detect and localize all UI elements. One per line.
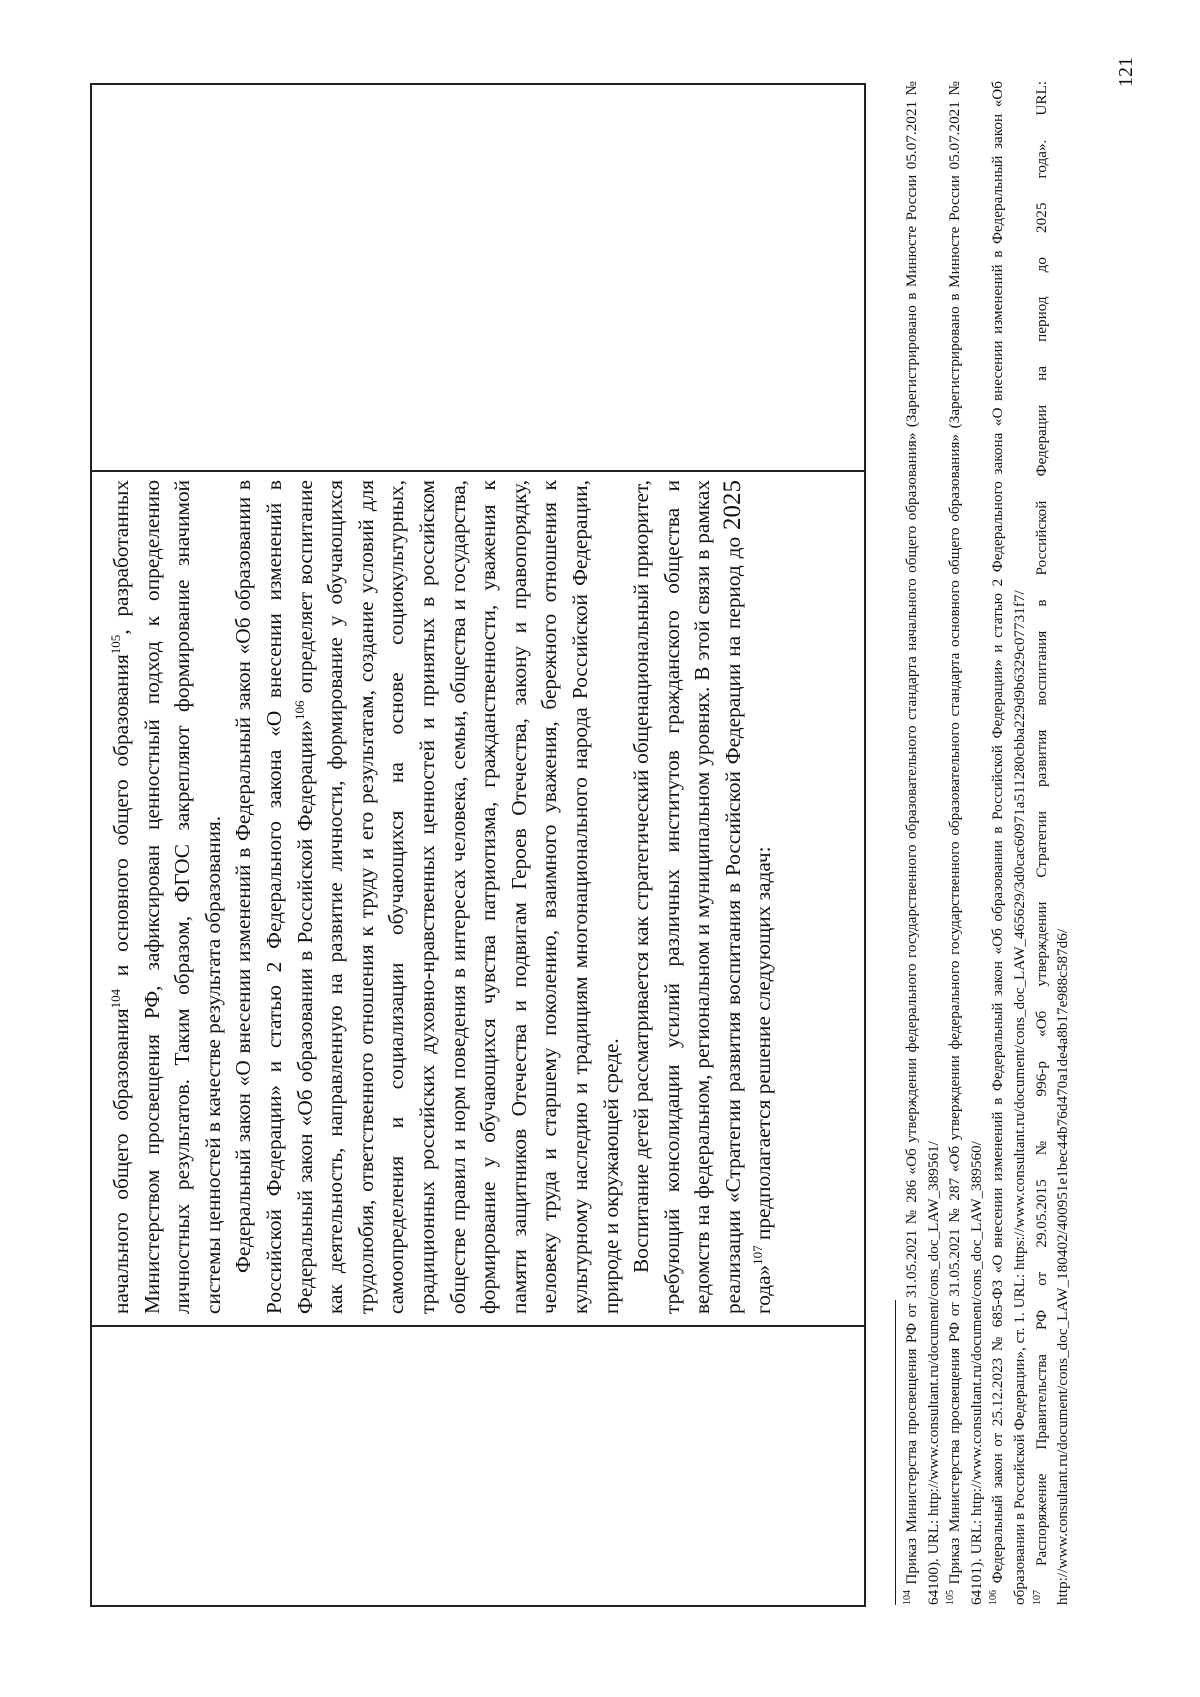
footnote-ref-107[interactable]: 107	[750, 1245, 766, 1265]
footnote-106: $^{106}$ Федеральный закон от 25.12.2023 № 685-ФЗ «О внесении изменений в Федеральный закон «Об образовании в Российской Федерации» и статью 2 Федерального закона «О внесении изменений в Федеральный закон «Об образовании в Российской Федерации», ст. 1. URL: https://www.consultant.ru/document/cons_doc_LAW_465629/3d0cac60971a511280cbba229d9b6329c07731f7/	[988, 81, 1028, 1605]
paragraph-strategy: Воспитание детей рассматривается как стратегический общенациональный приоритет, требующий консолидации усилий различных институтов гражданского общества и ведомств на федеральном, региональном и муниципальном уровнях. В этой связи в рамках реализации «Стратегии развития воспитания в Российской Федерации на период до 2025 года»$^{107}$ предполагается решение следующих задач:	[629, 480, 776, 1314]
table-main-column	[92, 470, 864, 1325]
footnote-ref-105[interactable]: 105	[107, 634, 123, 655]
strategy-year: 2025	[718, 480, 746, 530]
page-number: 121	[1115, 57, 1137, 87]
paragraph-fgos: начального общего образования$^{104}$ и основного общего образования$^{105}$, разработанных Министерством просвещения РФ, зафиксирован ценностный подход к определению личностных результатов. Таким образом, ФГОС закрепляют формирование значимой системы ценностей в качестве результата образования.	[107, 480, 225, 1314]
table-left-column	[92, 1325, 864, 1605]
footnote-ref-106[interactable]: 106	[291, 700, 307, 721]
table-right-column	[92, 85, 864, 470]
paragraph-federal-law: Федеральный закон «О внесении изменений в Федеральный закон «Об образовании в Российской Федерации» и статью 2 Федерального закона «О внесении изменений в Федеральный закон «Об образовании в Российской Федерации»$^{106}$ определяет воспитание как деятельность, направленную на развитие личности, формирование у обучающихся трудолюбия, ответственного отношения к труду и его результатам, создание условий для самоопределения и социализации обучающихся на основе социокультурных, традиционных российских духовно-нравственных ценностей и принятых в российском обществе правил и норм поведения в интересах человека, семьи, общества и государства, формирование у обучающихся чувства патриотизма, гражданственности, уважения к памяти защитников Отечества и подвигам Героев Отечества, закону и правопорядку, человеку труда и старшему поколению, взаимного уважения, бережного отношения к культурному наследию и традициям многонационального народа Российской Федерации, природе и окружающей среде.	[231, 479, 623, 1314]
footnote-107: $^{107}$ Распоряжение Правительства РФ от 29.05.2015 № 996-р «Об утверждении Стратегии развития воспитания в Российской Федерации на период до 2025 года». URL: http://www.consultant.ru/document/cons_doc_LAW_180402/400951e1bec44b76d470a1de4a8b17e988c587d6/	[1031, 81, 1072, 1605]
footnotes-section	[901, 81, 1074, 1605]
footnote-separator	[895, 1300, 896, 1605]
footnote-ref-104[interactable]: 104	[107, 988, 123, 1009]
document-table	[90, 83, 866, 1607]
footnote-105: $^{105}$ Приказ Министерства просвещения РФ от 31.05.2021 № 287 «Об утверждении федерального государственного образовательного стандарта основного общего образования» (Зарегистрировано в Минюсте России 05.07.2021 № 64101). URL: http://www.consultant.ru/document/cons_doc_LAW_389560/	[945, 81, 985, 1605]
footnote-104: $^{104}$ Приказ Министерства просвещения РФ от 31.05.2021 № 286 «Об утверждении федерального государственного образовательного стандарта начального общего образования» (Зарегистрировано в Минюсте России 05.07.2021 № 64100). URL: http://www.consultant.ru/document/cons_doc_LAW_389561/	[901, 81, 942, 1605]
